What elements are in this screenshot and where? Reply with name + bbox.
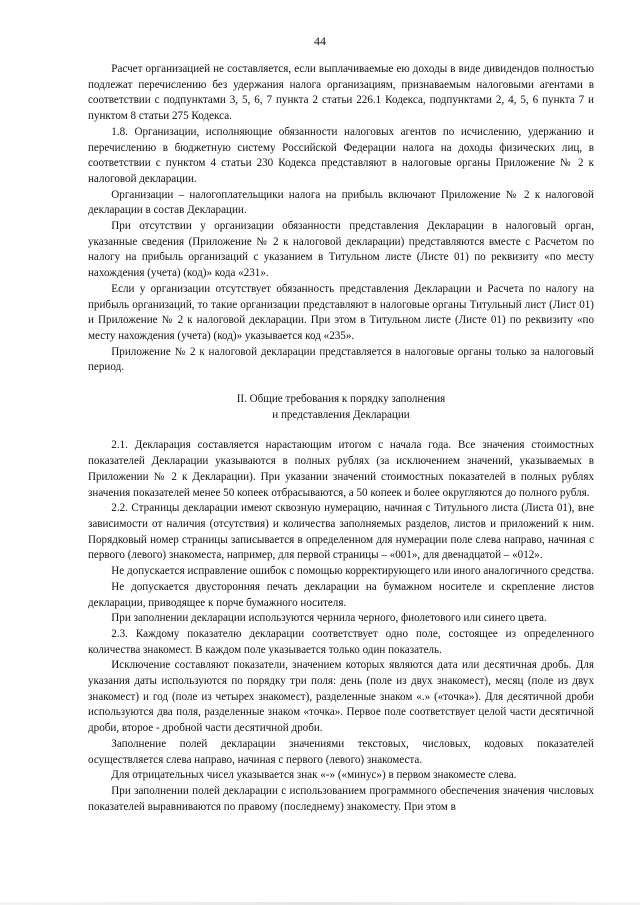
section-heading xyxy=(88,392,594,423)
paragraph: При отсутствии у организации обязанности представления Декларации в налоговый орган, указанные сведения (Приложение № 2 к налоговой декларации) представляются вместе с Расчетом по налогу на прибыль организаций с указанием в Титульном листе (Листе 01) по реквизиту «по месту нахождения (учета) (код)» кода «231». xyxy=(88,220,594,280)
section-heading-line: II. Общие требования к порядку заполнения xyxy=(236,393,446,406)
paragraph: 2.1. Декларация составляется нарастающим итогом с начала года. Все значения стоимостных показателей Декларации указываются в полных рублях (за исключением значений, указываемых в Приложении № 2 к Декларации). При указании значений стоимостных показателей в полных рублях значения показателей менее 50 копеек отбрасываются, а 50 копеек и более округляются до полного рубля. xyxy=(88,439,594,499)
paragraph: Не допускается двусторонняя печать декларации на бумажном носителе и скрепление листов декларации, приводящее к порче бумажного носителя. xyxy=(88,580,594,609)
paragraph: 1.8. Организации, исполняющие обязанности налоговых агентов по исчислению, удержанию и перечислению в бюджетную систему Российской Федерации налога на доходы физических лиц, в соответствии с пунктом 4 статьи 230 Кодекса представляют в налоговые органы Приложение № 2 к налоговой декларации. xyxy=(88,125,594,185)
paragraph: Если у организации отсутствует обязанность представления Декларации и Расчета по налогу на прибыль организаций, то такие организации представляют в налоговые органы Титульный лист (Лист 01) и Приложение № 2 к налоговой декларации. При этом в Титульном листе (Листе 01) по реквизиту «по месту нахождения (учета) (код)» указывается код «235». xyxy=(88,282,594,342)
document-body xyxy=(88,62,594,815)
paragraph: Для отрицательных чисел указывается знак «-» («минус») в первом знакоместе слева. xyxy=(111,769,517,782)
paragraph: Расчет организацией не составляется, если выплачиваемые ею доходы в виде дивидендов полностью подлежат перечислению без удержания налога организациям, признаваемым налоговыми агентами в соответствии с подпунктами 3, 5, 6, 7 пункта 2 статьи 226.1 Кодекса, подпунктами 2, 4, 5, 6 пункта 7 и пунктом 8 статьи 275 Кодекса. xyxy=(88,63,594,123)
paragraph: Заполнение полей декларации значениями текстовых, числовых, кодовых показателей осуществляется слева направо, начиная с первого (левого) знакоместа. xyxy=(88,737,594,766)
paragraph: Исключение составляют показатели, значением которых являются дата или десятичная дробь. Для указания даты используются по порядку три поля: день (поле из двух знакомест), месяц (поле из двух знакомест) и год (поле из четырех знакомест), разделенные знаком «.» («точка»). Для десятичной дроби используются два поля, разделенные знаком «точка». Первое поле соответствует целой части десятичной дроби, второе - дробной части десятичной дроби. xyxy=(88,659,594,735)
paragraph: Не допускается исправление ошибок с помощью корректирующего или иного аналогичного средства. xyxy=(111,565,594,578)
paragraph: При заполнении полей декларации с использованием программного обеспечения значения числовых показателей выравниваются по правому (последнему) знакоместу. При этом в xyxy=(88,784,594,813)
paragraph: Приложение № 2 к налоговой декларации представляется в налоговые органы только за налоговый период. xyxy=(88,345,594,374)
paragraph: Организации – налогоплательщики налога на прибыль включают Приложение № 2 к налоговой декларации в состав Декларации. xyxy=(88,188,594,217)
paragraph: 2.3. Каждому показателю декларации соответствует одно поле, состоящее из определенного количества знакомест. В каждом поле указывается только один показатель. xyxy=(88,627,594,656)
section-heading-line: и представления Декларации xyxy=(272,408,410,421)
paragraph: 2.2. Страницы декларации имеют сквозную нумерацию, начиная с Титульного листа (Листа 01), вне зависимости от наличия (отсутствия) и количества заполняемых разделов, листов и приложений к ним. Порядковый номер страницы записывается в определенном для нумерации поле слева направо, начиная с первого (левого) знакоместа, например, для первой страницы – «001», для двенадцатой – «012». xyxy=(88,502,594,562)
paragraph: При заполнении декларации используются чернила черного, фиолетового или синего цвета. xyxy=(111,612,547,625)
page-number: 44 xyxy=(314,34,326,48)
